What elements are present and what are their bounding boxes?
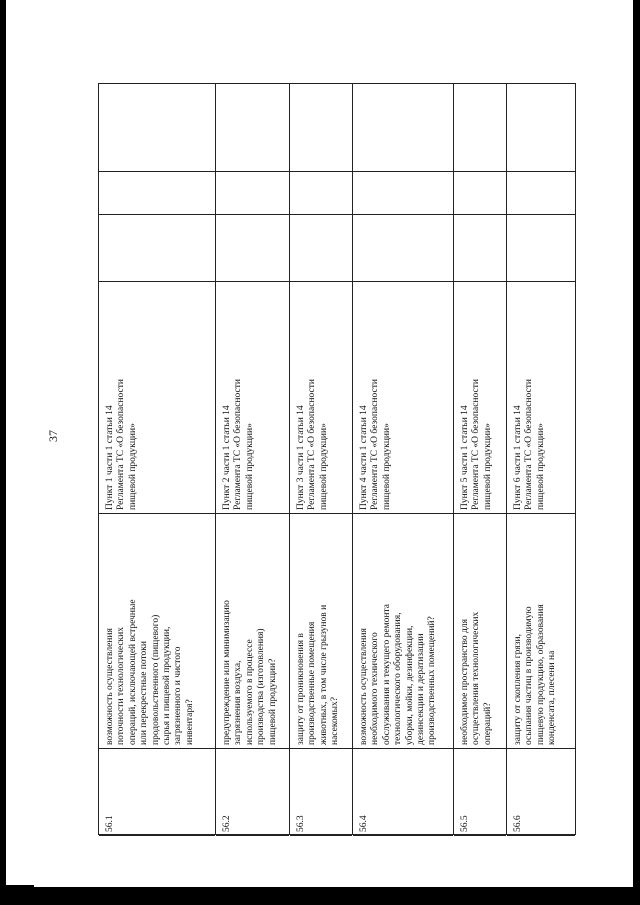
mark-cell-2 xyxy=(216,172,289,215)
mark-cell-2 xyxy=(290,172,352,215)
mark-cell-2 xyxy=(99,172,215,215)
requirement-cell xyxy=(353,514,453,749)
mark-cell-3 xyxy=(290,84,352,172)
reference-line: Пункт 6 части 1 статьи 14 xyxy=(513,405,523,510)
scan-corner xyxy=(0,885,34,905)
requirement-cell xyxy=(290,514,352,749)
table-row xyxy=(507,84,575,834)
requirement-line: уборки, мойки, дезинфекции, xyxy=(404,625,415,745)
requirement-cell xyxy=(507,514,575,749)
requirement-line: дезинсекции и дератизации xyxy=(416,633,426,745)
mark-cell-2 xyxy=(507,172,575,215)
reference-line: Регламента ТС «О безопасности xyxy=(524,379,535,510)
row-number xyxy=(507,749,575,836)
requirement-cell xyxy=(99,514,215,749)
row-number-text: 56.1 xyxy=(105,815,115,832)
regulation-reference-cell xyxy=(99,282,215,514)
scan-border-bottom xyxy=(0,887,640,905)
row-number-text: 56.5 xyxy=(460,815,470,832)
requirement-line: предупреждение или минимизацию xyxy=(222,600,232,745)
requirement-line: защиту от скопления грязи, xyxy=(513,634,523,745)
reference-line: пищевой продукции» xyxy=(318,423,329,510)
requirement-line: или перекрестные потоки xyxy=(139,641,150,745)
requirement-line: операций, исключающей встречные xyxy=(127,599,138,745)
row-number-text: 56.4 xyxy=(359,815,369,832)
requirement-line: насекомых? xyxy=(330,697,341,745)
row-number-text: 56.3 xyxy=(296,815,306,832)
reference-line: Регламента ТС «О безопасности xyxy=(233,379,244,510)
requirement-line: сырья и пищевой продукции, xyxy=(162,626,172,745)
regulation-reference-cell xyxy=(454,282,506,514)
reference-line: Регламента ТС «О безопасности xyxy=(370,379,381,510)
table-row xyxy=(99,84,216,834)
scan-border-left xyxy=(0,0,6,905)
mark-cell-3 xyxy=(507,84,575,172)
requirement-line: животных, в том числе грызунов и xyxy=(318,604,329,745)
mark-cell-3 xyxy=(99,84,215,172)
requirement-line: технологического оборудования, xyxy=(393,612,404,745)
requirement-line: производственных помещений? xyxy=(427,616,438,745)
reference-line: Регламента ТС «О безопасности xyxy=(307,379,318,510)
mark-cell-1 xyxy=(99,215,215,282)
requirement-line: возможность осуществления xyxy=(105,628,115,745)
requirement-line: загрязнения воздуха, xyxy=(233,660,244,745)
requirement-line: пищевой продукции? xyxy=(267,658,278,745)
mark-cell-1 xyxy=(216,215,289,282)
reference-line: пищевой продукции» xyxy=(381,423,392,510)
mark-cell-1 xyxy=(454,215,506,282)
requirement-line: поточности технологических xyxy=(116,627,127,745)
requirements-table xyxy=(98,83,576,835)
table-row xyxy=(290,84,353,834)
mark-cell-3 xyxy=(216,84,289,172)
requirement-line: продовольственного (пищевого) xyxy=(150,614,161,745)
reference-line: Регламента ТС «О безопасности xyxy=(116,379,127,510)
reference-line: Пункт 1 части 1 статьи 14 xyxy=(105,405,115,510)
row-number xyxy=(290,749,352,836)
requirement-line: загрязненного и чистого xyxy=(173,646,184,745)
requirement-line: пищевую продукцию, образования xyxy=(535,604,546,745)
table-row xyxy=(353,84,454,834)
table-row xyxy=(216,84,290,834)
mark-cell-1 xyxy=(353,215,453,282)
requirement-line: возможность осуществления xyxy=(359,628,369,745)
reference-line: пищевой продукции» xyxy=(482,423,493,510)
mark-cell-1 xyxy=(290,215,352,282)
requirement-line: осыпания частиц в производимую xyxy=(524,606,535,745)
mark-cell-3 xyxy=(454,84,506,172)
mark-cell-2 xyxy=(454,172,506,215)
row-number xyxy=(216,749,289,836)
requirement-line: необходимого технического xyxy=(370,632,381,745)
reference-line: Пункт 3 части 1 статьи 14 xyxy=(296,405,306,510)
requirement-cell xyxy=(454,514,506,749)
requirement-cell xyxy=(216,514,289,749)
row-number-text: 56.6 xyxy=(513,815,523,832)
requirement-line: обслуживания и текущего ремонта xyxy=(381,604,392,745)
requirement-line: защиту от проникновения в xyxy=(296,633,306,745)
reference-line: Пункт 2 части 1 статьи 14 xyxy=(222,405,232,510)
requirement-line: производства (изготовления) xyxy=(256,628,267,745)
reference-line: пищевой продукции» xyxy=(244,423,255,510)
requirement-line: осуществления технологических xyxy=(471,611,482,745)
mark-cell-3 xyxy=(353,84,453,172)
table-row xyxy=(454,84,507,834)
page-number: 37 xyxy=(46,430,60,442)
row-number xyxy=(454,749,506,836)
row-number xyxy=(99,749,215,836)
reference-line: Пункт 5 части 1 статьи 14 xyxy=(460,405,470,510)
mark-cell-1 xyxy=(507,215,575,282)
reference-line: Регламента ТС «О безопасности xyxy=(471,379,482,510)
regulation-reference-cell xyxy=(507,282,575,514)
requirement-line: необходимое пространство для xyxy=(460,619,470,745)
requirement-line: конденсата, плесени на xyxy=(547,650,558,745)
regulation-reference-cell xyxy=(353,282,453,514)
row-number xyxy=(353,749,453,836)
row-number-text: 56.2 xyxy=(222,815,232,832)
reference-line: пищевой продукции» xyxy=(127,423,138,510)
regulation-reference-cell xyxy=(216,282,289,514)
scan-border-right xyxy=(633,0,640,905)
reference-line: Пункт 4 части 1 статьи 14 xyxy=(359,405,369,510)
requirement-line: инвентаря? xyxy=(184,699,195,745)
mark-cell-2 xyxy=(353,172,453,215)
reference-line: пищевой продукции» xyxy=(535,423,546,510)
requirement-line: используемого в процессе xyxy=(244,639,255,745)
requirement-line: производственные помещения xyxy=(307,621,318,745)
regulation-reference-cell xyxy=(290,282,352,514)
requirement-line: операций? xyxy=(482,702,493,745)
